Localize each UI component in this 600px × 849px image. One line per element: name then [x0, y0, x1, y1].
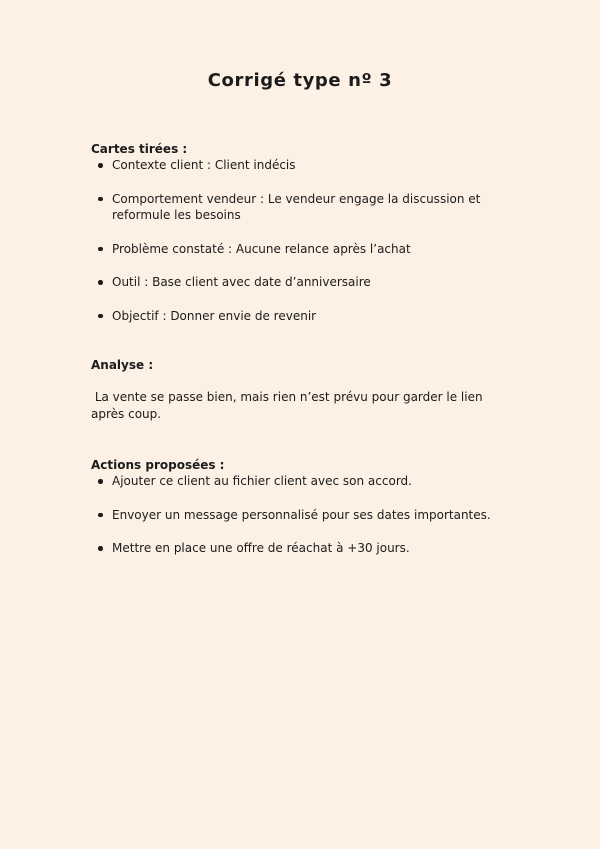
page-title: Corrigé type nº 3 — [207, 70, 393, 91]
bullet-icon — [98, 479, 103, 484]
bullet-icon — [98, 546, 103, 551]
list-item — [91, 507, 491, 524]
list-item-text: Comportement vendeur : Le vendeur engage la discussion et reformule les besoins — [112, 191, 481, 222]
list-item — [91, 274, 491, 291]
bullet-icon — [98, 163, 103, 168]
list-item — [91, 191, 491, 224]
bullet-icon — [98, 280, 103, 285]
bullet-icon — [98, 247, 103, 252]
list-item-text: Outil : Base client avec date d’anniversaire — [112, 275, 371, 289]
list-item-text: Envoyer un message personnalisé pour ses dates importantes. — [112, 507, 491, 522]
bullet-icon — [98, 197, 103, 202]
list-item-text: Objectif : Donner envie de revenir — [112, 308, 317, 323]
actions-heading: Actions proposées : — [91, 458, 225, 472]
list-item — [91, 308, 491, 325]
list-item-text: Problème constaté : Aucune relance après l’achat — [112, 241, 411, 256]
list-item — [91, 473, 491, 490]
actions-list — [91, 473, 491, 557]
cards-heading: Cartes tirées : — [91, 142, 188, 156]
list-item-text: Ajouter ce client au fichier client avec son accord. — [112, 474, 412, 488]
bullet-icon — [98, 314, 103, 319]
bullet-icon — [98, 513, 103, 518]
list-item — [91, 540, 491, 557]
cards-list — [91, 157, 491, 324]
list-item — [91, 157, 491, 174]
list-item-text: Mettre en place une offre de réachat à +30 jours. — [112, 541, 410, 555]
analysis-heading: Analyse : — [91, 358, 154, 372]
list-item — [91, 241, 491, 258]
list-item-text: Contexte client : Client indécis — [112, 158, 296, 172]
analysis-text: La vente se passe bien, mais rien n’est prévu pour garder le lien après coup. — [91, 390, 487, 421]
